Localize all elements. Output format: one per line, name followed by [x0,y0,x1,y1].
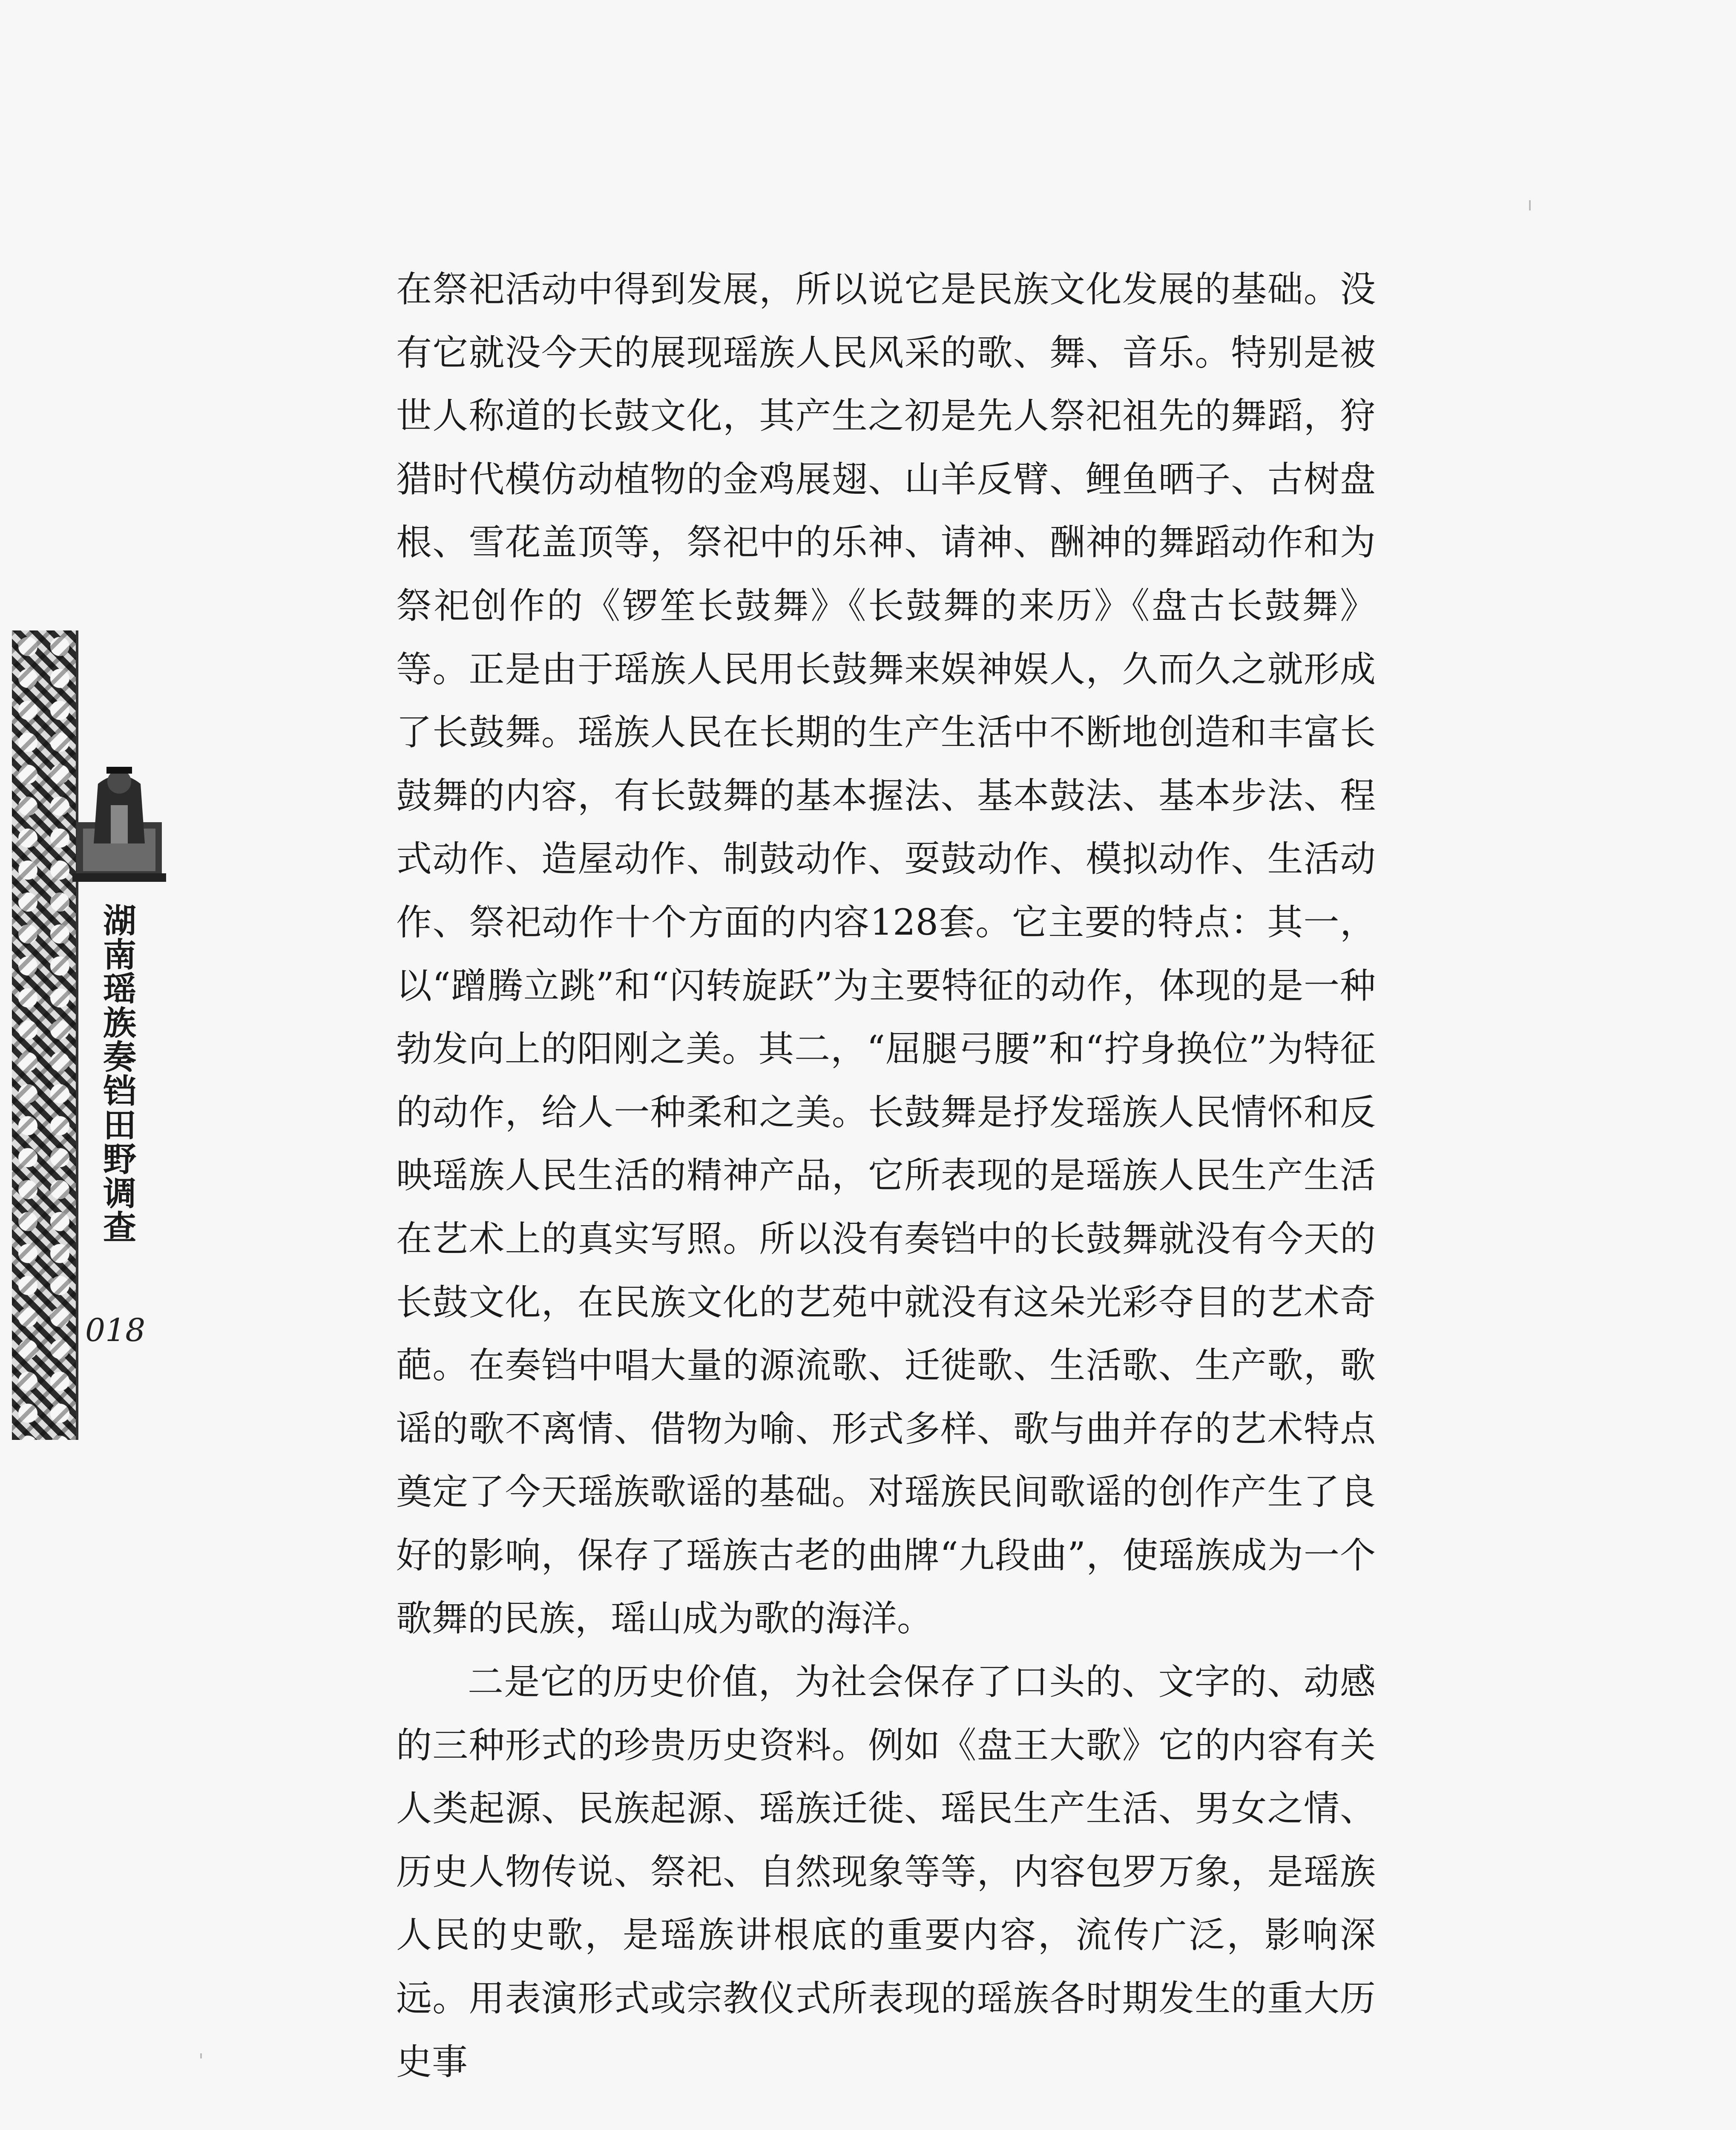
paragraph: 在祭祀活动中得到发展，所以说它是民族文化发展的基础。没有它就没今天的展现瑶族人民风采的歌、舞、音乐。特别是被世人称道的长鼓文化，其产生之初是先人祭祀祖先的舞蹈，狩猎时代模仿动植物的金鸡展翅、山羊反臂、鲤鱼晒子、古树盘根、雪花盖顶等，祭祀中的乐神、请神、酬神的舞蹈动作和为祭祀创作的《锣笙长鼓舞》《长鼓舞的来历》《盘古长鼓舞》等。正是由于瑶族人民用长鼓舞来娱神娱人，久而久之就形成了长鼓舞。瑶族人民在长期的生产生活中不断地创造和丰富长鼓舞的内容，有长鼓舞的基本握法、基本鼓法、基本步法、程式动作、造屋动作、制鼓动作、耍鼓动作、模拟动作、生活动作、祭祀动作十个方面的内容128套。它主要的特点：其一，以“蹭腾立跳”和“闪转旋跃”为主要特征的动作，体现的是一种勃发向上的阳刚之美。其二，“屈腿弓腰”和“拧身换位”为特征的动作，给人一种柔和之美。长鼓舞是抒发瑶族人民情怀和反映瑶族人民生活的精神产品，它所表现的是瑶族人民生产生活在艺术上的真实写照。所以没有奏铛中的长鼓舞就没有今天的长鼓文化，在民族文化的艺苑中就没有这朵光彩夺目的艺术奇葩。在奏铛中唱大量的源流歌、迁徙歌、生活歌、生产歌，歌谣的歌不离情、借物为喻、形式多样、歌与曲并存的艺术特点奠定了今天瑶族歌谣的基础。对瑶族民间歌谣的创作产生了良好的影响，保存了瑶族古老的曲牌“九段曲”，使瑶族成为一个歌舞的民族，瑶山成为歌的海洋。 [396,268,1376,1640]
paragraph: 二是它的历史价值，为社会保存了口头的、文字的、动感的三种形式的珍贵历史资料。例如《盘王大歌》它的内容有关人类起源、民族起源、瑶族迁徙、瑶民生产生活、男女之情、历史人物传说、祭祀、自然现象等等，内容包罗万象，是瑶族人民的史歌，是瑶族讲根底的重要内容，流传广泛，影响深远。用表演形式或宗教仪式所表现的瑶族各时期发生的重大历史事 [396,1661,1376,2083]
ornamental-border [12,630,78,1440]
scan-speck [200,2053,202,2058]
page-number: 018 [85,1312,146,1349]
scan-speck [1529,200,1531,210]
seated-figure-illustration [68,758,170,886]
main-text [396,258,1376,2093]
book-title-vertical: 湖南瑶族奏铛田野调查 [98,903,136,1244]
